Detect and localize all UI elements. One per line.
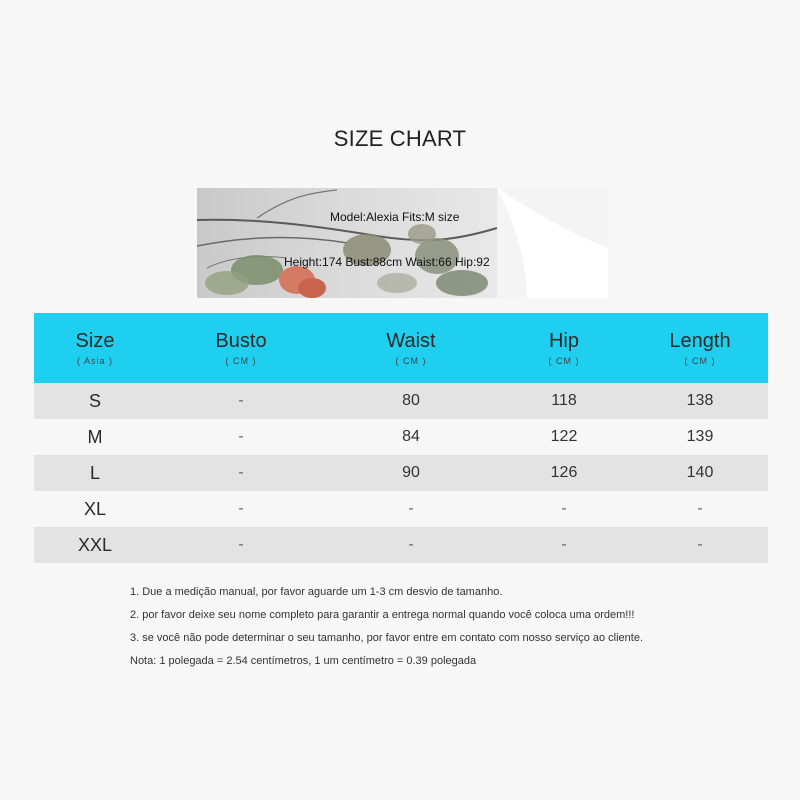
size-cell: S	[88, 390, 101, 411]
size-cell: XL	[83, 498, 107, 519]
model-fit-text: Model:Alexia Fits:M size	[330, 210, 460, 224]
note-item: 3. se você não pode determinar o seu tamanho, por favor entre em contato com nosso serviço ao cliente.	[130, 632, 644, 644]
busto-cell: -	[238, 392, 244, 409]
waist-cell: -	[408, 500, 414, 517]
header-label: Size	[75, 330, 115, 352]
hip-cell: -	[561, 536, 567, 553]
header-waist	[326, 313, 496, 383]
table-row	[34, 383, 768, 419]
note-item: 1. Due a medição manual, por favor aguarde um 1-3 cm desvio de tamanho.	[130, 586, 503, 598]
header-unit: ( CM )	[684, 356, 716, 366]
length-cell: -	[697, 536, 703, 553]
header-hip	[496, 313, 632, 383]
hip-cell: 118	[551, 392, 577, 409]
page-title: SIZE CHART	[333, 126, 467, 151]
waist-cell: 90	[402, 464, 420, 481]
hip-cell: 126	[550, 464, 578, 481]
notes-list	[130, 584, 643, 676]
busto-cell: -	[238, 536, 244, 553]
size-cell: XXL	[77, 534, 113, 555]
note-item: Nota: 1 polegada = 2.54 centímetros, 1 um centímetro = 0.39 polegada	[130, 655, 477, 667]
size-table	[34, 313, 768, 563]
table-row	[34, 527, 768, 563]
header-unit: ( Asia )	[76, 356, 113, 366]
header-label: Busto	[215, 330, 267, 352]
header-length	[632, 313, 768, 383]
size-cell: M	[87, 426, 103, 447]
table-row	[34, 455, 768, 491]
model-measurements-text: Height:174 Bust:88cm Waist:66 Hip:92	[284, 255, 490, 269]
header-unit: ( CM )	[548, 356, 580, 366]
header-size	[34, 313, 156, 383]
header-busto	[156, 313, 326, 383]
waist-cell: -	[408, 536, 414, 553]
length-cell: -	[697, 500, 703, 517]
hip-cell: -	[561, 500, 567, 517]
length-cell: 139	[686, 428, 714, 445]
table-row	[34, 491, 768, 527]
waist-cell: 80	[402, 392, 420, 409]
model-banner	[197, 188, 608, 298]
length-cell: 138	[686, 392, 714, 409]
header-unit: ( CM )	[225, 356, 257, 366]
waist-cell: 84	[402, 428, 420, 445]
leaves-branch-illustration	[197, 188, 608, 298]
header-unit: ( CM )	[395, 356, 427, 366]
header-label: Length	[669, 330, 731, 352]
size-cell: L	[89, 462, 100, 483]
hip-cell: 122	[550, 428, 578, 445]
table-header	[34, 313, 768, 383]
busto-cell: -	[238, 464, 244, 481]
busto-cell: -	[238, 500, 244, 517]
table-row	[34, 419, 768, 455]
header-label: Waist	[386, 330, 436, 352]
busto-cell: -	[238, 428, 244, 445]
header-label: Hip	[548, 330, 579, 352]
length-cell: 140	[686, 464, 714, 481]
note-item: 2. por favor deixe seu nome completo para garantir a entrega normal quando você coloca uma ordem!!!	[130, 609, 635, 621]
